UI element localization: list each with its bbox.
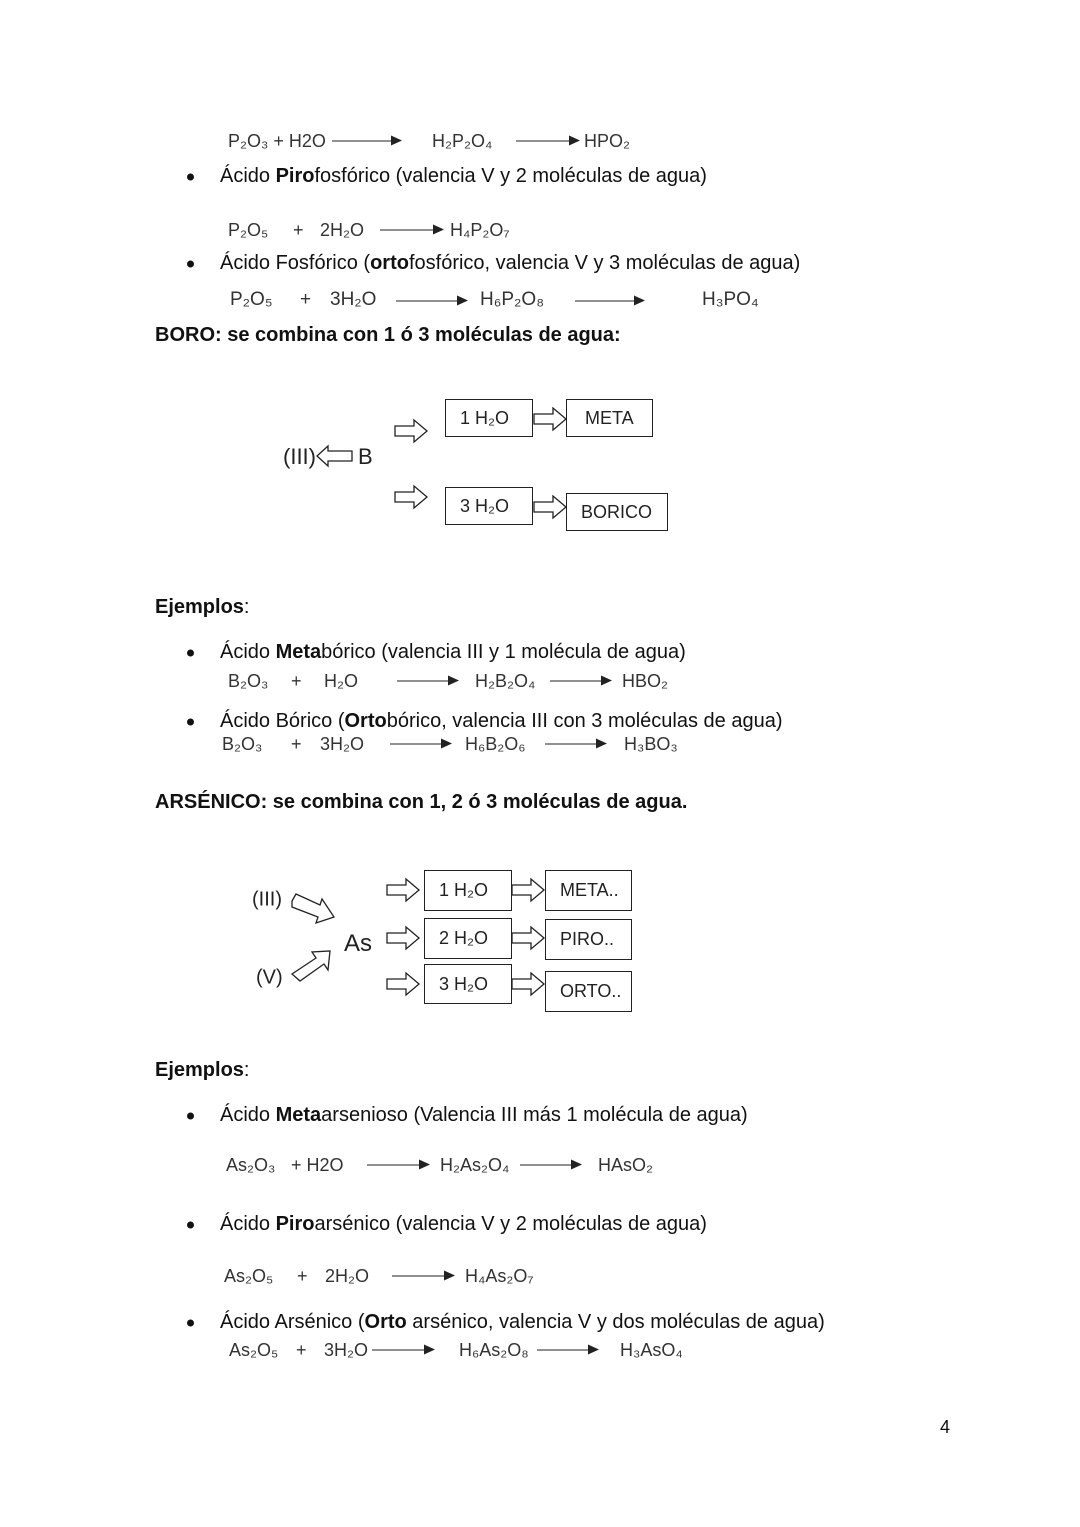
formula: H₃BO₃: [624, 734, 678, 754]
bullet-text: Ácido Arsénico (Orto arsénico, valencia V y dos moléculas de agua): [220, 1311, 825, 1333]
result-box: BORICO: [566, 493, 668, 531]
valence-label: (III): [252, 888, 282, 911]
section-heading-arsenico: ARSÉNICO: se combina con 1, 2 ó 3 moléculas de agua.: [155, 791, 688, 813]
bullet: [187, 1222, 194, 1229]
formula: H₂As₂O₄: [440, 1155, 510, 1175]
hollow-arrow-right-icon: [533, 495, 567, 519]
hollow-arrow-right-icon: [511, 926, 545, 950]
result-box: ORTO..: [545, 971, 632, 1012]
hollow-arrow-right-icon: [386, 972, 420, 996]
bullet-text: Ácido Fosfórico (ortofosfórico, valencia V y 3 moléculas de agua): [220, 252, 801, 274]
result-box: META: [566, 399, 653, 437]
formula: 3H₂O: [330, 289, 377, 310]
formula: B₂O₃: [228, 671, 269, 691]
hollow-arrow-diagonal-up-icon: [290, 948, 336, 988]
formula: H₄P₂O₇: [450, 220, 510, 240]
formula: 2H₂O: [320, 220, 364, 240]
formula: B₂O₃: [222, 734, 263, 754]
bullet: [187, 719, 194, 726]
reaction-arrow: [332, 141, 400, 142]
bullet: [187, 261, 194, 268]
reaction-arrow: [380, 230, 442, 231]
valence-label: (III): [283, 444, 316, 469]
reaction-arrow: [392, 1276, 453, 1277]
hollow-arrow-right-icon: [394, 419, 428, 443]
hollow-arrow-right-icon: [511, 878, 545, 902]
water-box: 3 H₂O: [445, 487, 533, 525]
formula: P₂O₅: [228, 220, 269, 240]
reaction-arrow: [520, 1165, 580, 1166]
element-symbol: B: [358, 444, 373, 469]
reaction-arrow: [397, 681, 457, 682]
formula: 2H₂O: [325, 1266, 369, 1286]
water-box: 3 H₂O: [424, 964, 512, 1004]
formula: HAsO₂: [598, 1155, 653, 1175]
result-box: META..: [545, 870, 632, 911]
formula: H₆B₂O₆: [465, 734, 526, 754]
hollow-arrow-left-icon: [316, 445, 354, 467]
reaction-arrow: [396, 301, 466, 302]
page-number: 4: [940, 1417, 951, 1437]
hollow-arrow-right-icon: [386, 878, 420, 902]
formula: H₂B₂O₄: [475, 671, 536, 691]
formula: P₂O₅: [230, 289, 273, 310]
formula: P₂O₃ + H2O: [228, 131, 326, 151]
formula: 3H₂O: [320, 734, 364, 754]
bullet: [187, 174, 194, 181]
reaction-arrow: [537, 1350, 597, 1351]
section-heading-boro: BORO: se combina con 1 ó 3 moléculas de agua:: [155, 324, 621, 346]
examples-label: Ejemplos:: [155, 1059, 250, 1081]
hollow-arrow-right-icon: [533, 407, 567, 431]
formula: H₄As₂O₇: [465, 1266, 534, 1286]
reaction-arrow: [575, 301, 643, 302]
formula: As₂O₅: [224, 1266, 274, 1286]
formula: 3H₂O: [324, 1340, 368, 1360]
hollow-arrow-right-icon: [386, 926, 420, 950]
result-box: PIRO..: [545, 919, 632, 960]
formula: HBO₂: [622, 671, 668, 691]
plus-sign: +: [300, 289, 312, 310]
bullet: [187, 1113, 194, 1120]
formula: H₆As₂O₈: [459, 1340, 529, 1360]
formula: H₆P₂O₈: [480, 289, 545, 310]
reaction-arrow: [516, 141, 578, 142]
plus-sign: +: [291, 671, 302, 691]
bullet-text: Ácido Metaarsenioso (Valencia III más 1 molécula de agua): [220, 1104, 748, 1126]
plus-sign: +: [297, 1266, 308, 1286]
element-symbol: As: [344, 930, 373, 957]
plus-sign: +: [296, 1340, 307, 1360]
reaction-arrow: [545, 744, 605, 745]
hollow-arrow-diagonal-down-icon: [290, 893, 336, 927]
hollow-arrow-right-icon: [511, 972, 545, 996]
reaction-arrow: [550, 681, 610, 682]
formula: H₃AsO₄: [620, 1340, 683, 1360]
hollow-arrow-right-icon: [394, 485, 428, 509]
examples-label: Ejemplos:: [155, 596, 250, 618]
formula: As₂O₃: [226, 1155, 276, 1175]
plus-sign: +: [293, 220, 304, 240]
bullet: [187, 650, 194, 657]
water-box: 2 H₂O: [424, 918, 512, 959]
formula: As₂O₅: [229, 1340, 279, 1360]
formula: H₂O: [324, 671, 358, 691]
formula: H₃PO₄: [702, 289, 759, 310]
reaction-arrow: [372, 1350, 433, 1351]
formula: H₂P₂O₄: [432, 131, 493, 151]
bullet-text: Ácido Bórico (Ortobórico, valencia III con 3 moléculas de agua): [220, 710, 783, 732]
water-box: 1 H₂O: [445, 399, 533, 437]
valence-label: (V): [256, 966, 283, 989]
bullet-text: Ácido Metabórico (valencia III y 1 molécula de agua): [220, 641, 686, 663]
bullet-text: Ácido Pirofosfórico (valencia V y 2 moléculas de agua): [220, 165, 707, 187]
formula: HPO₂: [584, 131, 630, 151]
bullet-text: Ácido Piroarsénico (valencia V y 2 moléculas de agua): [220, 1213, 707, 1235]
formula: + H2O: [291, 1155, 344, 1175]
plus-sign: +: [291, 734, 302, 754]
reaction-arrow: [390, 744, 450, 745]
bullet: [187, 1320, 194, 1327]
reaction-arrow: [367, 1165, 428, 1166]
water-box: 1 H₂O: [424, 870, 512, 911]
